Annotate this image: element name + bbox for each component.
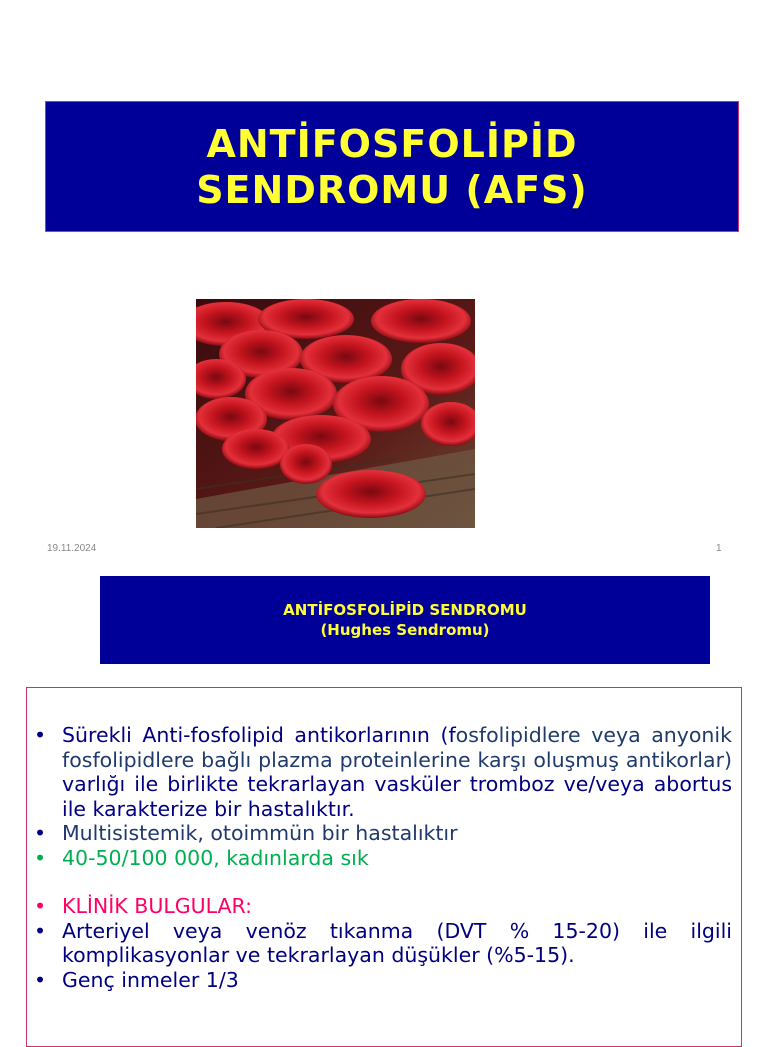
section-header-box: [100, 576, 710, 664]
section-header-title: ANTİFOSFOLİPİD SENDROMU: [283, 601, 527, 619]
list-item: [27, 723, 732, 821]
bullet-marker: •: [34, 918, 47, 943]
list-item: [27, 894, 732, 919]
bullet-text: 40-50/100 000, kadınlarda sık: [62, 845, 369, 870]
slide-title: ANTİFOSFOLİPİD SENDROMU (AFS): [196, 121, 588, 212]
bullet-text-part: Sürekli Anti-fosfolipid antikorlarının (f: [62, 723, 456, 747]
bullet-marker: •: [34, 967, 47, 992]
bullet-text: KLİNİK BULGULAR:: [62, 894, 253, 918]
bullet-marker: •: [34, 894, 47, 918]
content-box: [26, 687, 742, 1047]
slide-title-box: [45, 101, 739, 232]
slide-date: 19.11.2024: [47, 543, 97, 554]
bullet-text-part: osfolipidlere veya anyonik fosfolipidlere bağlı plazma proteinlerine karşı oluşmuş antikorlar): [62, 723, 732, 772]
bullet-marker: •: [34, 845, 47, 870]
bullet-marker: •: [34, 821, 47, 845]
bullet-marker: •: [34, 723, 47, 747]
bullet-text: Genç inmeler 1/3: [62, 967, 239, 992]
list-spacer: [27, 870, 732, 894]
list-item: [27, 821, 732, 846]
list-item: [27, 968, 732, 993]
slide-page-number: 1: [716, 543, 722, 554]
list-item: [27, 919, 732, 968]
bullet-text-part: varlığı ile birlikte tekrarlayan vasküler tromboz ve/veya abortus ile karakterize bir hastalıktır.: [62, 772, 732, 821]
bullet-text: Multisistemik, otoimmün bir hastalıktır: [62, 821, 458, 845]
list-item: [27, 846, 732, 871]
bullet-list: [27, 723, 732, 992]
red-blood-cells-image: [196, 299, 475, 528]
section-header-subtitle: (Hughes Sendromu): [320, 621, 490, 639]
bullet-text: Arteriyel veya venöz tıkanma (DVT % 15-20) ile ilgili komplikasyonlar ve tekrarlayan düşükler (%5-15).: [62, 918, 732, 967]
